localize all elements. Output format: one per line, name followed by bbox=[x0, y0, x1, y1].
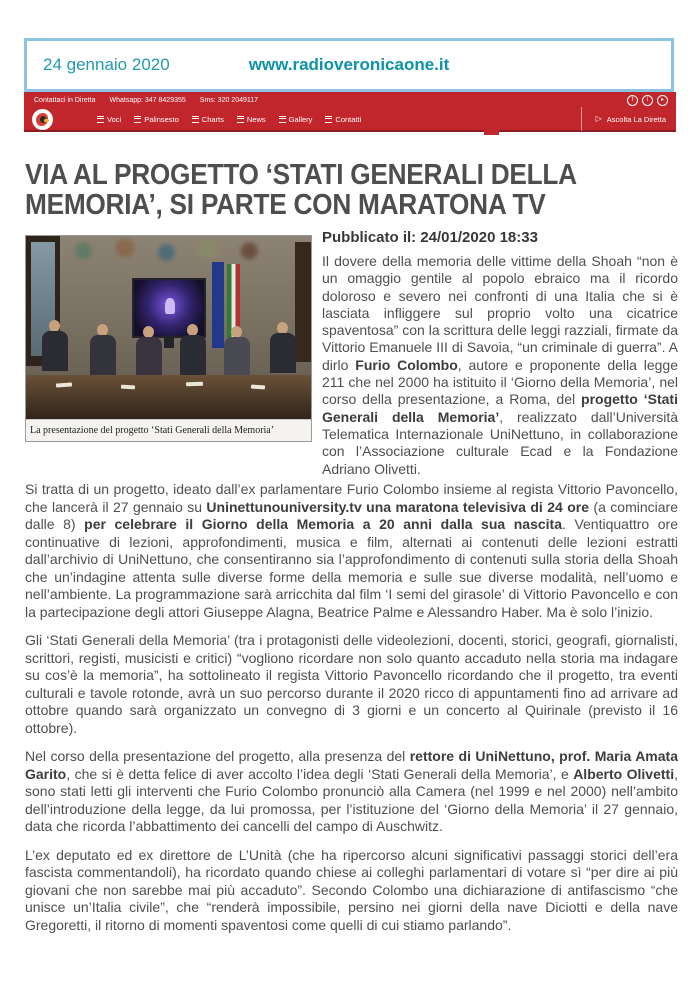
conference-table bbox=[26, 375, 311, 419]
nav-item-label: Gallery bbox=[288, 114, 313, 124]
nav-item-label: Voci bbox=[107, 114, 122, 124]
photo-caption: La presentazione del progetto ‘Stati Generali della Memoria’ bbox=[26, 419, 311, 441]
seated-person bbox=[268, 322, 298, 374]
seated-person bbox=[40, 320, 70, 372]
wall-artwork bbox=[56, 236, 286, 266]
nav-item-voci[interactable] bbox=[97, 115, 121, 124]
social-icons bbox=[627, 95, 668, 106]
published-date: Pubblicato il: 24/01/2020 18:33 bbox=[322, 229, 538, 246]
paragraph: Gli ‘Stati Generali della Memoria’ (tra i protagonisti delle videolezioni, docenti, storici, geografi, giornalisti, scrittori, registi, musicisti e critici) “vogliono ricordare non solo quanto accaduto nella storia ma indagare su cos’è la memoria”, ha sottolineato il regista Vittorio Pavoncello ricordando che il progetto, tra eventi culturali e tavole rotonde, avrà un suo percorso durante il 2020 ricco di appuntamenti fino ad arrivare ad ottobre quando sarà organizzato un convegno di 3 giorni e un concerto al Quirinale (previsto il 16 ottobre). bbox=[25, 632, 678, 736]
nav-item-charts[interactable] bbox=[192, 115, 224, 124]
listen-live-button[interactable] bbox=[581, 107, 676, 131]
site-url-link[interactable]: www.radioveronicaone.it bbox=[248, 55, 450, 74]
play-icon: ▷ bbox=[595, 114, 602, 123]
menu-icon bbox=[192, 116, 199, 123]
youtube-icon[interactable]: ▸ bbox=[657, 95, 668, 106]
article-figure bbox=[25, 235, 312, 442]
paragraph: L’ex deputato ed ex direttore de L’Unità (che ha ripercorso alcuni significativi passaggi storici dell’era fascista commentandoli), ha ricordato quando chiese ai colleghi parlamentari di votare sì “per dire ai più giovani che non sarebbe mai più accaduto”. Secondo Colombo una dichiarazione di antifascismo “che unisce un’Italia civile”, che “renderà impossibile, persino nei giorni della nave Diciotti e della nave Gregoretti, il ritorno di momenti spaventosi come quelli di cui stiamo parlando”. bbox=[25, 846, 678, 933]
seated-person bbox=[134, 326, 164, 378]
paragraph: Si tratta di un progetto, ideato dall’ex parlamentare Furio Colombo insieme al regista Vittorio Pavoncello, che lancerà il 27 gennaio su Uninettunouniversity.tv una maratona televisiva di 24 ore (a cominciare dalle 8) per celebrare il Giorno della Memoria a 20 anni dalla sua nascita. Ventiquattro ore continuative di lezioni, approfondimenti, musica e film, alternati ai contenuti delle lezioni estratti dall’archivio di UniNettuno, che consentiranno sia l’approfondimento di contenuti sulla storia della Shoah che un’indagine attenta sulle diverse forme della memoria e sulle sue diverse modalità, nell’uomo e nell’ambiente. La programmazione sarà arricchita dal film ‘I semi del girasole’ di Vittorio Pavoncello e con la partecipazione degli attori Giuseppe Alagna, Beatrice Palme e Alessandro Haber. Ma è solo l’inizio. bbox=[25, 481, 678, 620]
article-intro: Il dovere della memoria delle vittime della Shoah “non è un omaggio gentile al popolo ebraico ma il ricordo doloroso e severo nei confronti di una Italia che si è lasciata infliggere sul proprio volto una cicatrice spaventosa” con la scrittura delle leggi razziali, firmate da Vittorio Emanuele III di Savoia, “un criminale di guerra”. A dirlo Furio Colombo, autore e proponente della legge 211 che nel 2000 ha istituito il ‘Giorno della Memoria’, nel corso della presentazione, a Roma, del progetto ‘Stati Generali della Memoria’, realizzato dall’Università Telematica Internazionale UniNettuno, in collaborazione con l’Associazione culturale Ecad e la Fondazione Adriano Olivetti. bbox=[322, 253, 678, 477]
nav-item-contatti[interactable] bbox=[325, 115, 361, 124]
instagram-icon[interactable]: i bbox=[642, 95, 653, 106]
menu-icon bbox=[97, 116, 104, 123]
facebook-icon[interactable]: f bbox=[627, 95, 638, 106]
article-title: VIA AL PROGETTO ‘STATI GENERALI DELLA MEMORIA’, SI PARTE CON MARATONA TV bbox=[25, 159, 576, 222]
article-photo bbox=[26, 236, 311, 419]
menu-icon bbox=[325, 116, 332, 123]
navbar-utility-row bbox=[24, 92, 676, 107]
nav-item-label: Charts bbox=[201, 114, 224, 124]
screen-stand bbox=[164, 338, 174, 348]
article-body bbox=[25, 481, 678, 945]
listen-live-label: Ascolta La Diretta bbox=[606, 114, 666, 124]
nav-item-palinsesto[interactable] bbox=[134, 115, 179, 124]
seated-person bbox=[178, 324, 208, 376]
page-header bbox=[24, 38, 674, 92]
seated-person bbox=[88, 324, 118, 376]
nav-item-label: Contatti bbox=[335, 114, 362, 124]
menu-icon bbox=[237, 116, 244, 123]
red-square-marker bbox=[484, 120, 499, 135]
menu-icon bbox=[279, 116, 286, 123]
sms-number: Sms: 320 2049117 bbox=[199, 96, 259, 104]
nav-item-label: News bbox=[246, 114, 266, 124]
nav-item-label: Palinsesto bbox=[144, 114, 179, 124]
main-navbar bbox=[24, 92, 676, 132]
paragraph: Nel corso della presentazione del progetto, alla presenza del rettore di UniNettuno, prof. Maria Amata Garito, che si è detta felice di aver accolto l’idea degli ‘Stati Generali della Memoria’, e Alberto Olivetti, sono stati letti gli interventi che Furio Colombo pronunciò alla Camera (nel 1999 e nel 2000) nell’ambito dell’introduzione della legge, da lui promossa, per l’istituzione del ‘Giorno della Memoria’ il 27 gennaio, data che ricorda l’abbattimento dei cancelli del campo di Auschwitz. bbox=[25, 748, 678, 834]
logo-mascot-shape bbox=[44, 119, 49, 122]
whatsapp-number: Whatsapp: 347 8429355 bbox=[109, 96, 186, 104]
nav-item-gallery[interactable] bbox=[279, 115, 313, 124]
menu-icon bbox=[134, 116, 141, 123]
navbar-menu-row bbox=[24, 107, 676, 131]
page-date: 24 gennaio 2020 bbox=[43, 55, 170, 74]
seated-person bbox=[222, 326, 252, 378]
contact-live-label[interactable]: Contattaci in Diretta bbox=[34, 96, 96, 104]
nav-item-news[interactable] bbox=[237, 115, 266, 124]
station-logo[interactable] bbox=[32, 109, 53, 130]
